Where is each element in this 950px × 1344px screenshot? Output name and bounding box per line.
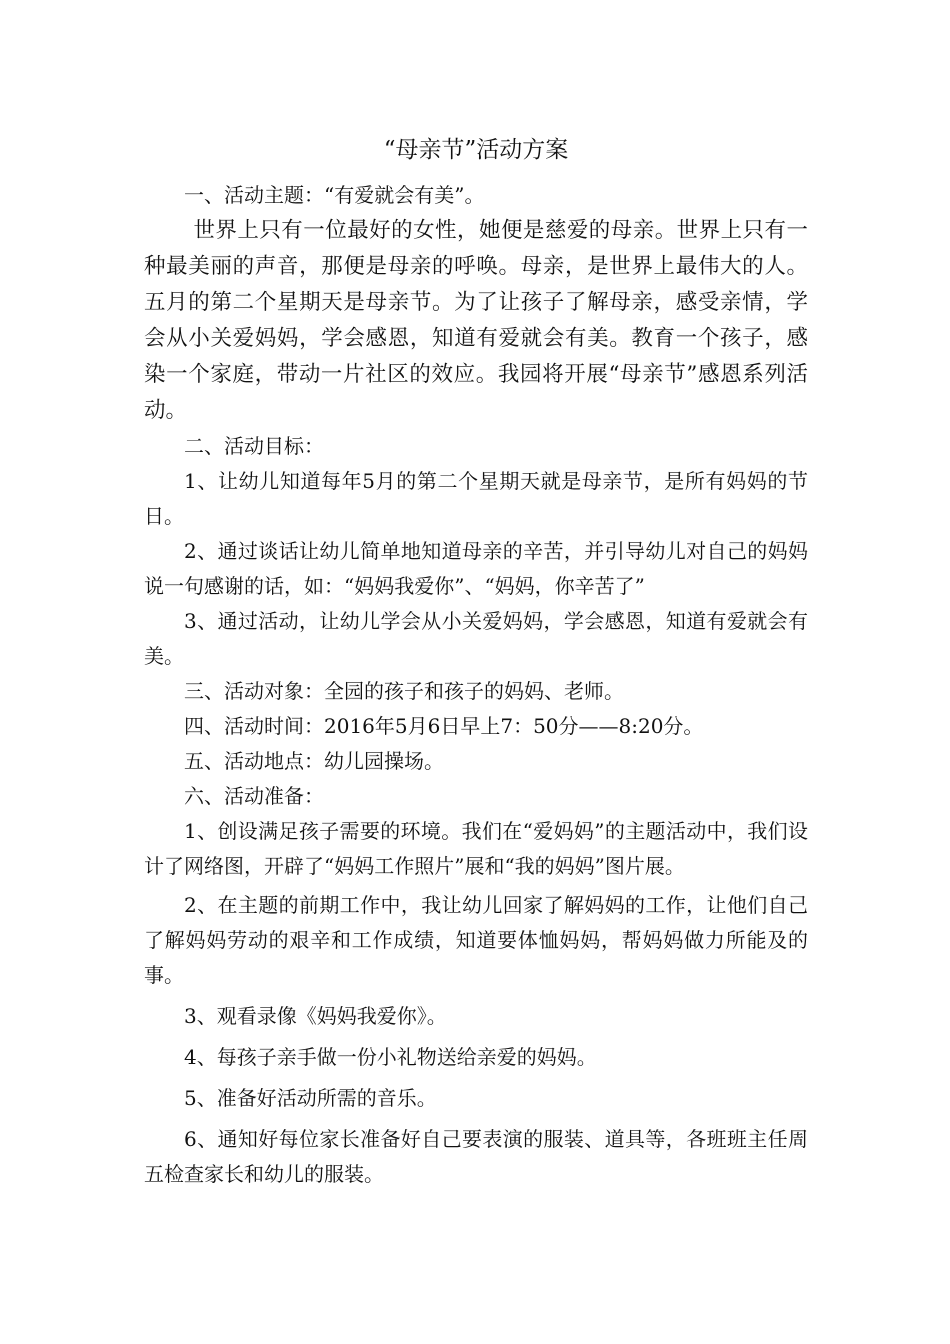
section-preparation: 六、活动准备： [184, 784, 324, 808]
goal-item-2: 2、通过谈话让幼儿简单地知道母亲的辛苦，并引导幼儿对自己的妈妈说一句感谢的话，如：“妈妈我爱你”、“妈妈，你辛苦了” [144, 539, 808, 598]
prep-item-3: 3、观看录像《妈妈我爱你》。 [184, 1004, 447, 1028]
prep-item-5: 5、准备好活动所需的音乐。 [184, 1086, 437, 1110]
document-title: “母亲节”活动方案 [383, 137, 569, 163]
goal-item-3: 3、通过活动，让幼儿学会从小关爱妈妈，学会感恩，知道有爱就会有美。 [144, 609, 808, 668]
section-theme: 一、活动主题：“有爱就会有美”。 [184, 183, 485, 207]
section-time: 四、活动时间：2016年5月6日早上7：50分——8:20分。 [184, 714, 704, 738]
document-body [144, 128, 808, 1192]
prep-item-4: 4、每孩子亲手做一份小礼物送给亲爱的妈妈。 [184, 1045, 597, 1069]
section-participants: 三、活动对象：全园的孩子和孩子的妈妈、老师。 [184, 679, 624, 703]
section-location: 五、活动地点：幼儿园操场。 [184, 749, 444, 773]
prep-item-2: 2、在主题的前期工作中，我让幼儿回家了解妈妈的工作，让他们自己了解妈妈劳动的艰辛和工作成绩，知道要体恤妈妈，帮妈妈做力所能及的事。 [144, 893, 808, 987]
goal-item-1: 1、让幼儿知道每年5月的第二个星期天就是母亲节，是所有妈妈的节日。 [144, 469, 808, 528]
prep-item-6: 6、通知好每位家长准备好自己要表演的服装、道具等，各班班主任周五检查家长和幼儿的服装。 [144, 1127, 808, 1186]
prep-item-1: 1、创设满足孩子需要的环境。我们在“爱妈妈”的主题活动中，我们设计了网络图，开辟了“妈妈工作照片”展和“我的妈妈”图片展。 [144, 819, 808, 878]
intro-paragraph: 世界上只有一位最好的女性，她便是慈爱的母亲。世界上只有一种最美丽的声音，那便是母亲的呼唤。母亲，是世界上最伟大的人。五月的第二个星期天是母亲节。为了让孩子了解母亲，感受亲情，学会从小关爱妈妈，学会感恩，知道有爱就会有美。教育一个孩子，感染一个家庭，带动一片社区的效应。我园将开展“母亲节”感恩系列活动。 [144, 218, 808, 423]
section-goals: 二、活动目标： [184, 434, 324, 458]
